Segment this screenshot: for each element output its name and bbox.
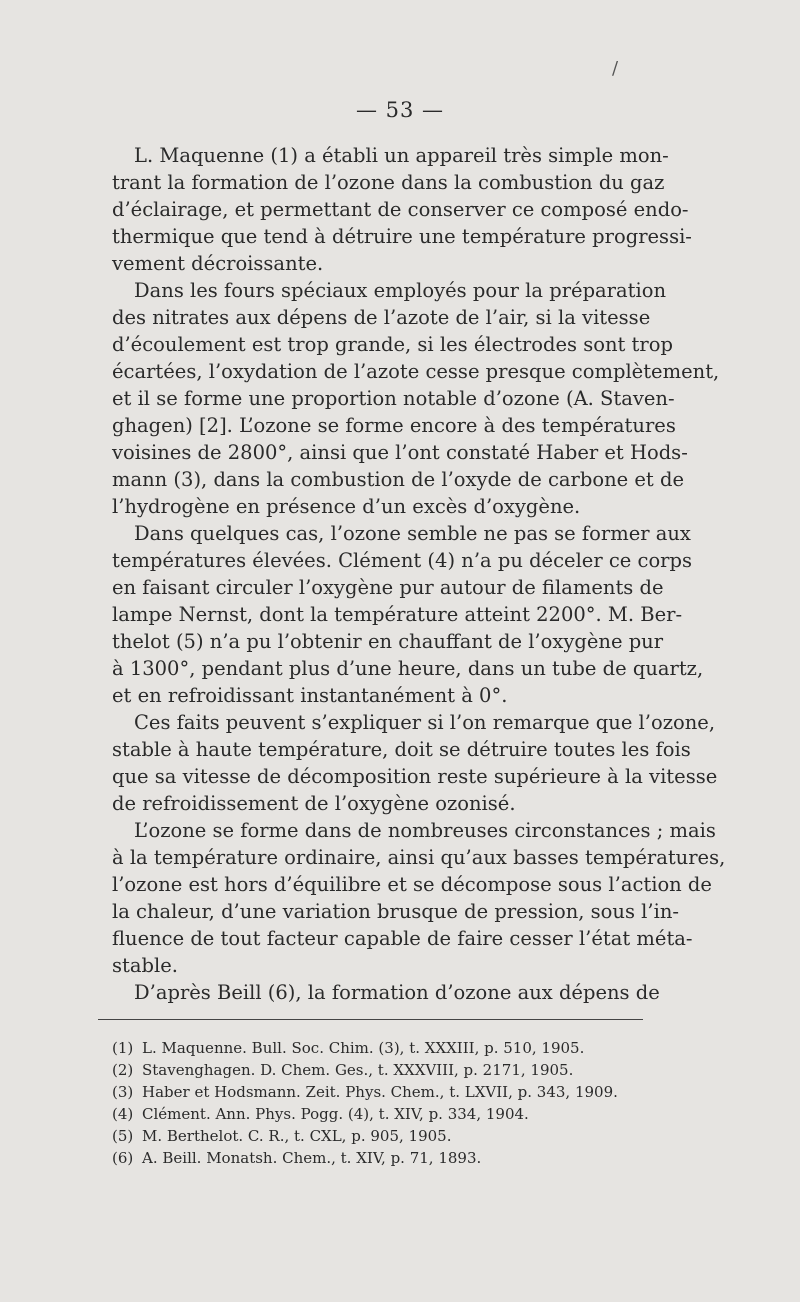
text-line: L. Maquenne (1) a établi un appareil très simple mon-: [134, 144, 669, 167]
text-line: à la température ordinaire, ainsi qu’aux basses températures,: [112, 846, 726, 869]
footnote-number: (6): [112, 1149, 134, 1167]
paragraph: [112, 817, 726, 979]
text-line: la chaleur, d’une variation brusque de pression, sous l’in-: [112, 900, 680, 923]
text-line: Dans les fours spéciaux employés pour la préparation: [134, 279, 667, 302]
text-line: lampe Nernst, dont la température atteint 2200°. M. Ber-: [112, 603, 683, 626]
footnote: [112, 1059, 652, 1081]
footnote: [112, 1103, 652, 1125]
text-line: vement décroissante.: [112, 252, 324, 275]
text-line: Ces faits peuvent s’expliquer si l’on remarque que l’ozone,: [134, 711, 716, 734]
footnote-text: Clément. Ann. Phys. Pogg. (4), t. XIV, p. 334, 1904.: [142, 1105, 529, 1123]
text-line: l’ozone est hors d’équilibre et se décompose sous l’action de: [112, 873, 712, 896]
footnotes: [112, 1037, 652, 1169]
text-line: des nitrates aux dépens de l’azote de l’air, si la vitesse: [112, 306, 651, 329]
text-line: ghagen) [2]. L’ozone se forme encore à des températures: [112, 414, 676, 437]
text-line: températures élevées. Clément (4) n’a pu déceler ce corps: [112, 549, 692, 572]
paragraph: [112, 709, 718, 817]
footnote-number: (5): [112, 1127, 134, 1145]
text-line: que sa vitesse de décomposition reste supérieure à la vitesse: [112, 765, 718, 788]
footnote: [112, 1081, 652, 1103]
page-number: — 53 —: [355, 98, 445, 122]
text-line: L’ozone se forme dans de nombreuses circonstances ; mais: [134, 819, 716, 842]
pencil-mark: /: [612, 58, 619, 79]
footnote-text: Haber et Hodsmann. Zeit. Phys. Chem., t. LXVII, p. 343, 1909.: [142, 1083, 618, 1101]
footnote-number: (4): [112, 1105, 134, 1123]
footnote-number: (3): [112, 1083, 134, 1101]
text-line: Dans quelques cas, l’ozone semble ne pas se former aux: [134, 522, 691, 545]
footnote-text: M. Berthelot. C. R., t. CXL, p. 905, 1905.: [142, 1127, 452, 1145]
text-line: thermique que tend à détruire une température progressi-: [112, 225, 692, 248]
text-line: thelot (5) n’a pu l’obtenir en chauffant de l’oxygène pur: [112, 630, 664, 653]
text-line: à 1300°, pendant plus d’une heure, dans un tube de quartz,: [112, 657, 704, 680]
text-line: de refroidissement de l’oxygène ozonisé.: [112, 792, 516, 815]
text-line: stable à haute température, doit se détruire toutes les fois: [112, 738, 691, 761]
text-line: en faisant circuler l’oxygène pur autour de filaments de: [112, 576, 664, 599]
body-text: [112, 142, 726, 1006]
text-line: trant la formation de l’ozone dans la combustion du gaz: [112, 171, 665, 194]
text-line: l’hydrogène en présence d’un excès d’oxygène.: [112, 495, 581, 518]
paragraph: [112, 277, 720, 520]
text-line: fluence de tout facteur capable de faire cesser l’état méta-: [112, 927, 693, 950]
footnote-text: Stavenghagen. D. Chem. Ges., t. XXXVIII, p. 2171, 1905.: [142, 1061, 574, 1079]
footnote: [112, 1125, 652, 1147]
footnote-text: A. Beill. Monatsh. Chem., t. XIV, p. 71, 1893.: [142, 1149, 482, 1167]
text-line: et il se forme une proportion notable d’ozone (A. Staven-: [112, 387, 675, 410]
text-line: mann (3), dans la combustion de l’oxyde de carbone et de: [112, 468, 684, 491]
paragraph: [112, 979, 660, 1006]
text-line: d’écoulement est trop grande, si les électrodes sont trop: [112, 333, 673, 356]
footnote-number: (1): [112, 1039, 134, 1057]
footnote: [112, 1037, 652, 1059]
paragraph: [112, 142, 692, 277]
footnote-text: L. Maquenne. Bull. Soc. Chim. (3), t. XXXIII, p. 510, 1905.: [142, 1039, 585, 1057]
text-line: et en refroidissant instantanément à 0°.: [112, 684, 508, 707]
footnote: [112, 1147, 652, 1169]
text-line: D’après Beill (6), la formation d’ozone aux dépens de: [134, 981, 660, 1004]
text-line: stable.: [112, 954, 178, 977]
text-line: écartées, l’oxydation de l’azote cesse presque complètement,: [112, 360, 720, 383]
footnote-separator: [98, 1019, 643, 1020]
text-line: d’éclairage, et permettant de conserver ce composé endo-: [112, 198, 689, 221]
paragraph: [112, 520, 704, 709]
footnote-number: (2): [112, 1061, 134, 1079]
text-line: voisines de 2800°, ainsi que l’ont constaté Haber et Hods-: [112, 441, 688, 464]
